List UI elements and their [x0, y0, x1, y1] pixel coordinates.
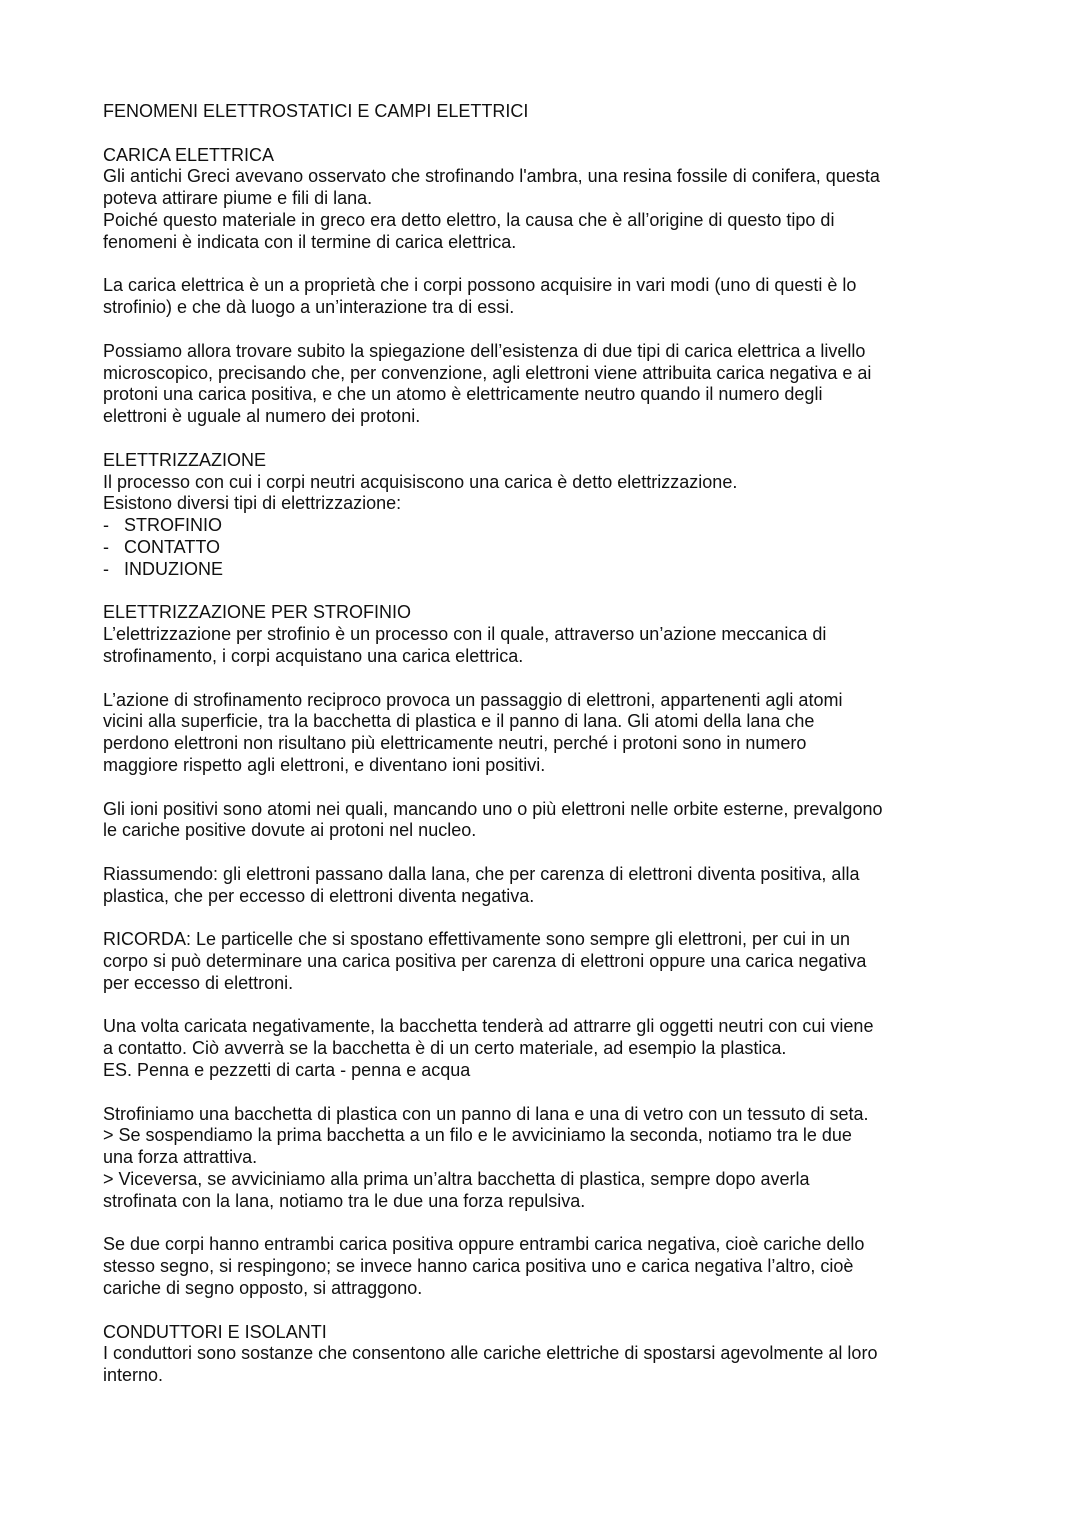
text-line: corpo si può determinare una carica positiva per carenza di elettroni oppure una carica negativa [103, 951, 867, 972]
list-item-label: INDUZIONE [124, 558, 223, 579]
text-line: le cariche positive dovute ai protoni nel nucleo. [103, 820, 477, 841]
text-line: Gli antichi Greci avevano osservato che strofinando l'ambra, una resina fossile di conifera, questa [103, 166, 880, 187]
text-line: elettroni è uguale al numero dei protoni. [103, 406, 421, 427]
text-line: > Viceversa, se avviciniamo alla prima un’altra bacchetta di plastica, sempre dopo averla [103, 1169, 810, 1190]
text-line: Riassumendo: gli elettroni passano dalla lana, che per carenza di elettroni diventa positiva, alla [103, 863, 860, 884]
spacer [103, 319, 983, 341]
text-line: Strofiniamo una bacchetta di plastica con un panno di lana e una di vetro con un tessuto di seta. [103, 1103, 869, 1124]
text-line: ES. Penna e pezzetti di carta - penna e acqua [103, 1060, 471, 1081]
text-line: una forza attrattiva. [103, 1147, 258, 1168]
section-heading-carica: CARICA ELETTRICA [103, 144, 275, 165]
spacer [103, 995, 983, 1017]
text-line: Il processo con cui i corpi neutri acquisiscono una carica è detto elettrizzazione. [103, 471, 738, 492]
text-line: La carica elettrica è un a proprietà che i corpi possono acquisire in vari modi (uno di questi è lo [103, 275, 857, 296]
text-line: interno. [103, 1365, 164, 1386]
spacer [103, 907, 983, 929]
text-line: L’azione di strofinamento reciproco provoca un passaggio di elettroni, appartenenti agli atomi [103, 689, 843, 710]
spacer [103, 123, 983, 145]
text-line: I conduttori sono sostanze che consentono alle cariche elettriche di spostarsi agevolmente al loro [103, 1343, 878, 1364]
text-line: protoni una carica positiva, e che un atomo è elettricamente neutro quando il numero degli [103, 384, 823, 405]
text-line: Una volta caricata negativamente, la bacchetta tenderà ad attrarre gli oggetti neutri con cui viene [103, 1016, 874, 1037]
spacer [103, 1300, 983, 1322]
electrification-types-list [103, 515, 983, 580]
text-line: L’elettrizzazione per strofinio è un processo con il quale, attraverso un’azione meccanica di [103, 624, 827, 645]
text-line: Poiché questo materiale in greco era detto elettro, la causa che è all’origine di questo tipo di [103, 209, 835, 230]
text-line: > Se sospendiamo la prima bacchetta a un filo e le avviciniamo la seconda, notiamo tra le due [103, 1125, 852, 1146]
text-line: vicini alla superficie, tra la bacchetta di plastica e il panno di lana. Gli atomi della lana che [103, 711, 815, 732]
text-line: poteva attirare piume e fili di lana. [103, 188, 373, 209]
spacer [103, 254, 983, 276]
text-line: strofinata con la lana, notiamo tra le due una forza repulsiva. [103, 1190, 586, 1211]
text-line: fenomeni è indicata con il termine di carica elettrica. [103, 231, 517, 252]
text-line: RICORDA: Le particelle che si spostano effettivamente sono sempre gli elettroni, per cui in un [103, 929, 851, 950]
spacer [103, 842, 983, 864]
spacer [103, 1082, 983, 1104]
bullet-dash: - [103, 558, 109, 579]
text-line: Possiamo allora trovare subito la spiegazione dell’esistenza di due tipi di carica elettrica a livello [103, 340, 866, 361]
text-line: maggiore rispetto agli elettroni, e diventano ioni positivi. [103, 754, 546, 775]
bullet-dash: - [103, 515, 109, 536]
text-line: Se due corpi hanno entrambi carica positiva oppure entrambi carica negativa, cioè cariche dello [103, 1234, 865, 1255]
section-heading-strofinio: ELETTRIZZAZIONE PER STROFINIO [103, 602, 412, 623]
section-heading-conduttori: CONDUTTORI E ISOLANTI [103, 1321, 327, 1342]
text-line: a contatto. Ciò avverrà se la bacchetta è di un certo materiale, ad esempio la plastica. [103, 1038, 787, 1059]
document-page [103, 101, 983, 1387]
text-line: microscopico, precisando che, per convenzione, agli elettroni viene attribuita carica negativa e ai [103, 362, 872, 383]
text-line: perdono elettroni non risultano più elettricamente neutri, perché i protoni sono in numero [103, 733, 807, 754]
spacer [103, 428, 983, 450]
text-line: stesso segno, si respingono; se invece hanno carica positiva uno e carica negativa l’altro, cioè [103, 1256, 854, 1277]
text-line: cariche di segno opposto, si attraggono. [103, 1278, 423, 1299]
list-item [103, 559, 983, 581]
spacer [103, 1213, 983, 1235]
text-line: strofinamento, i corpi acquistano una carica elettrica. [103, 645, 524, 666]
bullet-dash: - [103, 536, 109, 557]
text-line: plastica, che per eccesso di elettroni diventa negativa. [103, 885, 535, 906]
text-line: strofinio) e che dà luogo a un’interazione tra di essi. [103, 297, 515, 318]
list-item [103, 515, 983, 537]
list-item-label: CONTATTO [124, 536, 220, 557]
text-line: Gli ioni positivi sono atomi nei quali, mancando uno o più elettroni nelle orbite esterne, prevalgono [103, 798, 883, 819]
spacer [103, 777, 983, 799]
list-item [103, 537, 983, 559]
list-item-label: STROFINIO [124, 515, 222, 536]
document-title: FENOMENI ELETTROSTATICI E CAMPI ELETTRICI [103, 101, 529, 121]
text-line: per eccesso di elettroni. [103, 972, 294, 993]
section-heading-elettrizzazione: ELETTRIZZAZIONE [103, 449, 267, 470]
spacer [103, 581, 983, 603]
text-line: Esistono diversi tipi di elettrizzazione: [103, 493, 402, 514]
spacer [103, 668, 983, 690]
